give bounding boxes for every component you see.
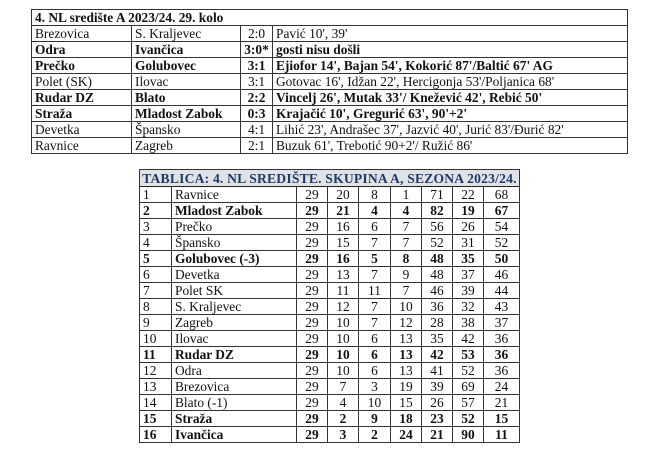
wins: 10 [328,315,359,331]
draws: 8 [359,187,391,203]
played: 29 [297,379,328,395]
losses: 13 [391,363,422,379]
team-name: Mladost Zabok [172,203,297,219]
goals-for: 26 [422,395,453,411]
goals-for: 48 [422,251,453,267]
goals-against: 42 [453,331,484,347]
goals-against: 38 [453,315,484,331]
team-name: Golubovec (-3) [172,251,297,267]
points: 21 [484,395,520,411]
goals-against: 37 [453,267,484,283]
goals-for: 42 [422,347,453,363]
draws: 7 [359,299,391,315]
match-score: 2:0 [241,26,273,42]
match-score: 3:1 [241,74,273,90]
points: 50 [484,251,520,267]
goals-against: 32 [453,299,484,315]
home-team: Devetka [32,122,132,138]
points: 24 [484,379,520,395]
position: 13 [140,379,172,395]
standings-row [140,219,520,235]
position: 11 [140,347,172,363]
standings-row [140,379,520,395]
position: 1 [140,187,172,203]
match-score: 3:0* [241,42,273,58]
goal-scorers: Gotovac 16', Idžan 22', Hercigonja 53'/Poljanica 68' [273,74,628,90]
draws: 6 [359,363,391,379]
played: 29 [297,347,328,363]
losses: 4 [391,203,422,219]
draws: 7 [359,267,391,283]
wins: 21 [328,203,359,219]
points: 52 [484,235,520,251]
position: 4 [140,235,172,251]
results-title: 4. NL središte A 2023/24. 29. kolo [32,10,628,26]
match-score: 2:1 [241,138,273,154]
played: 29 [297,187,328,203]
standings-row [140,395,520,411]
points: 11 [484,427,520,443]
goals-for: 39 [422,379,453,395]
played: 29 [297,315,328,331]
team-name: Polet SK [172,283,297,299]
losses: 7 [391,219,422,235]
away-team: Ilovac [132,74,241,90]
goals-against: 52 [453,363,484,379]
team-name: Ravnice [172,187,297,203]
goals-against: 26 [453,219,484,235]
wins: 16 [328,251,359,267]
position: 5 [140,251,172,267]
goals-for: 23 [422,411,453,427]
losses: 9 [391,267,422,283]
position: 7 [140,283,172,299]
position: 6 [140,267,172,283]
away-team: S. Kraljevec [132,26,241,42]
played: 29 [297,299,328,315]
match-row [32,122,628,138]
team-name: Odra [172,363,297,379]
goal-scorers: Krajačić 10', Gregurić 63', 90'+2' [273,106,628,122]
match-results-table [31,9,628,154]
team-name: Devetka [172,267,297,283]
team-name: Straža [172,411,297,427]
losses: 18 [391,411,422,427]
goal-scorers: Vincelj 26', Mutak 33'/ Knežević 42', Rebić 50' [273,90,628,106]
standings-row [140,331,520,347]
team-name: Zagreb [172,315,297,331]
team-name: Špansko [172,235,297,251]
losses: 12 [391,315,422,331]
points: 43 [484,299,520,315]
team-name: Rudar DZ [172,347,297,363]
wins: 10 [328,331,359,347]
goals-for: 21 [422,427,453,443]
goals-for: 28 [422,315,453,331]
home-team: Straža [32,106,132,122]
standings-row [140,411,520,427]
draws: 7 [359,235,391,251]
match-score: 0:3 [241,106,273,122]
standings-row [140,283,520,299]
away-team: Zagreb [132,138,241,154]
played: 29 [297,331,328,347]
standings-row [140,203,520,219]
losses: 19 [391,379,422,395]
standings-title: TABLICA: 4. NL SREDIŠTE. SKUPINA A, SEZONA 2023/24. [140,170,520,187]
team-name: Ivančica [172,427,297,443]
draws: 4 [359,203,391,219]
losses: 1 [391,187,422,203]
home-team: Rudar DZ [32,90,132,106]
goals-against: 39 [453,283,484,299]
away-team: Blato [132,90,241,106]
losses: 13 [391,347,422,363]
points: 46 [484,267,520,283]
goals-against: 57 [453,395,484,411]
wins: 11 [328,283,359,299]
wins: 4 [328,395,359,411]
standings-row [140,235,520,251]
goals-for: 56 [422,219,453,235]
wins: 7 [328,379,359,395]
goals-against: 35 [453,251,484,267]
goals-against: 19 [453,203,484,219]
points: 36 [484,347,520,363]
results-title-row [32,10,628,26]
draws: 3 [359,379,391,395]
position: 14 [140,395,172,411]
points: 37 [484,315,520,331]
wins: 20 [328,187,359,203]
position: 10 [140,331,172,347]
home-team: Odra [32,42,132,58]
position: 3 [140,219,172,235]
wins: 3 [328,427,359,443]
played: 29 [297,251,328,267]
league-standings-table [139,169,520,443]
goals-for: 71 [422,187,453,203]
position: 16 [140,427,172,443]
losses: 13 [391,331,422,347]
position: 2 [140,203,172,219]
wins: 12 [328,299,359,315]
draws: 6 [359,331,391,347]
points: 67 [484,203,520,219]
away-team: Mladost Zabok [132,106,241,122]
goal-scorers: Buzuk 61', Trebotić 90+2'/ Ružić 86' [273,138,628,154]
team-name: Blato (-1) [172,395,297,411]
goals-against: 53 [453,347,484,363]
position: 9 [140,315,172,331]
losses: 24 [391,427,422,443]
team-name: S. Kraljevec [172,299,297,315]
losses: 15 [391,395,422,411]
standings-row [140,251,520,267]
points: 36 [484,331,520,347]
standings-row [140,363,520,379]
standings-row [140,315,520,331]
played: 29 [297,203,328,219]
match-row [32,90,628,106]
draws: 6 [359,347,391,363]
goals-for: 82 [422,203,453,219]
home-team: Ravnice [32,138,132,154]
match-row [32,26,628,42]
losses: 10 [391,299,422,315]
match-row [32,138,628,154]
away-team: Ivančica [132,42,241,58]
played: 29 [297,219,328,235]
played: 29 [297,267,328,283]
home-team: Prečko [32,58,132,74]
goals-for: 52 [422,235,453,251]
standings-row [140,299,520,315]
away-team: Golubovec [132,58,241,74]
losses: 8 [391,251,422,267]
position: 15 [140,411,172,427]
away-team: Špansko [132,122,241,138]
wins: 10 [328,363,359,379]
points: 68 [484,187,520,203]
draws: 9 [359,411,391,427]
goals-against: 69 [453,379,484,395]
draws: 5 [359,251,391,267]
goal-scorers: Pavić 10', 39' [273,26,628,42]
played: 29 [297,235,328,251]
standings-title-row [140,170,520,187]
played: 29 [297,427,328,443]
losses: 7 [391,235,422,251]
goals-against: 31 [453,235,484,251]
goals-against: 90 [453,427,484,443]
wins: 10 [328,347,359,363]
wins: 16 [328,219,359,235]
goals-for: 36 [422,299,453,315]
draws: 10 [359,395,391,411]
wins: 2 [328,411,359,427]
draws: 2 [359,427,391,443]
played: 29 [297,411,328,427]
team-name: Brezovica [172,379,297,395]
goals-against: 52 [453,411,484,427]
match-score: 2:2 [241,90,273,106]
match-row [32,74,628,90]
played: 29 [297,395,328,411]
points: 15 [484,411,520,427]
goals-against: 22 [453,187,484,203]
goal-scorers: gosti nisu došli [273,42,628,58]
match-score: 4:1 [241,122,273,138]
match-score: 3:1 [241,58,273,74]
team-name: Prečko [172,219,297,235]
goals-for: 35 [422,331,453,347]
draws: 6 [359,219,391,235]
wins: 13 [328,267,359,283]
played: 29 [297,283,328,299]
points: 44 [484,283,520,299]
draws: 7 [359,315,391,331]
points: 36 [484,363,520,379]
goal-scorers: Lihić 23', Andrašec 37', Jazvić 40', Jurić 83'/Đurić 82' [273,122,628,138]
goals-for: 48 [422,267,453,283]
standings-row [140,347,520,363]
position: 12 [140,363,172,379]
match-row [32,58,628,74]
goals-for: 41 [422,363,453,379]
standings-row [140,267,520,283]
goals-for: 46 [422,283,453,299]
team-name: Ilovac [172,331,297,347]
played: 29 [297,363,328,379]
home-team: Brezovica [32,26,132,42]
home-team: Polet (SK) [32,74,132,90]
match-row [32,42,628,58]
match-row [32,106,628,122]
points: 54 [484,219,520,235]
standings-row [140,187,520,203]
position: 8 [140,299,172,315]
standings-row [140,427,520,443]
goal-scorers: Ejiofor 14', Bajan 54', Kokorić 87'/Baltić 67' AG [273,58,628,74]
draws: 11 [359,283,391,299]
losses: 7 [391,283,422,299]
wins: 15 [328,235,359,251]
